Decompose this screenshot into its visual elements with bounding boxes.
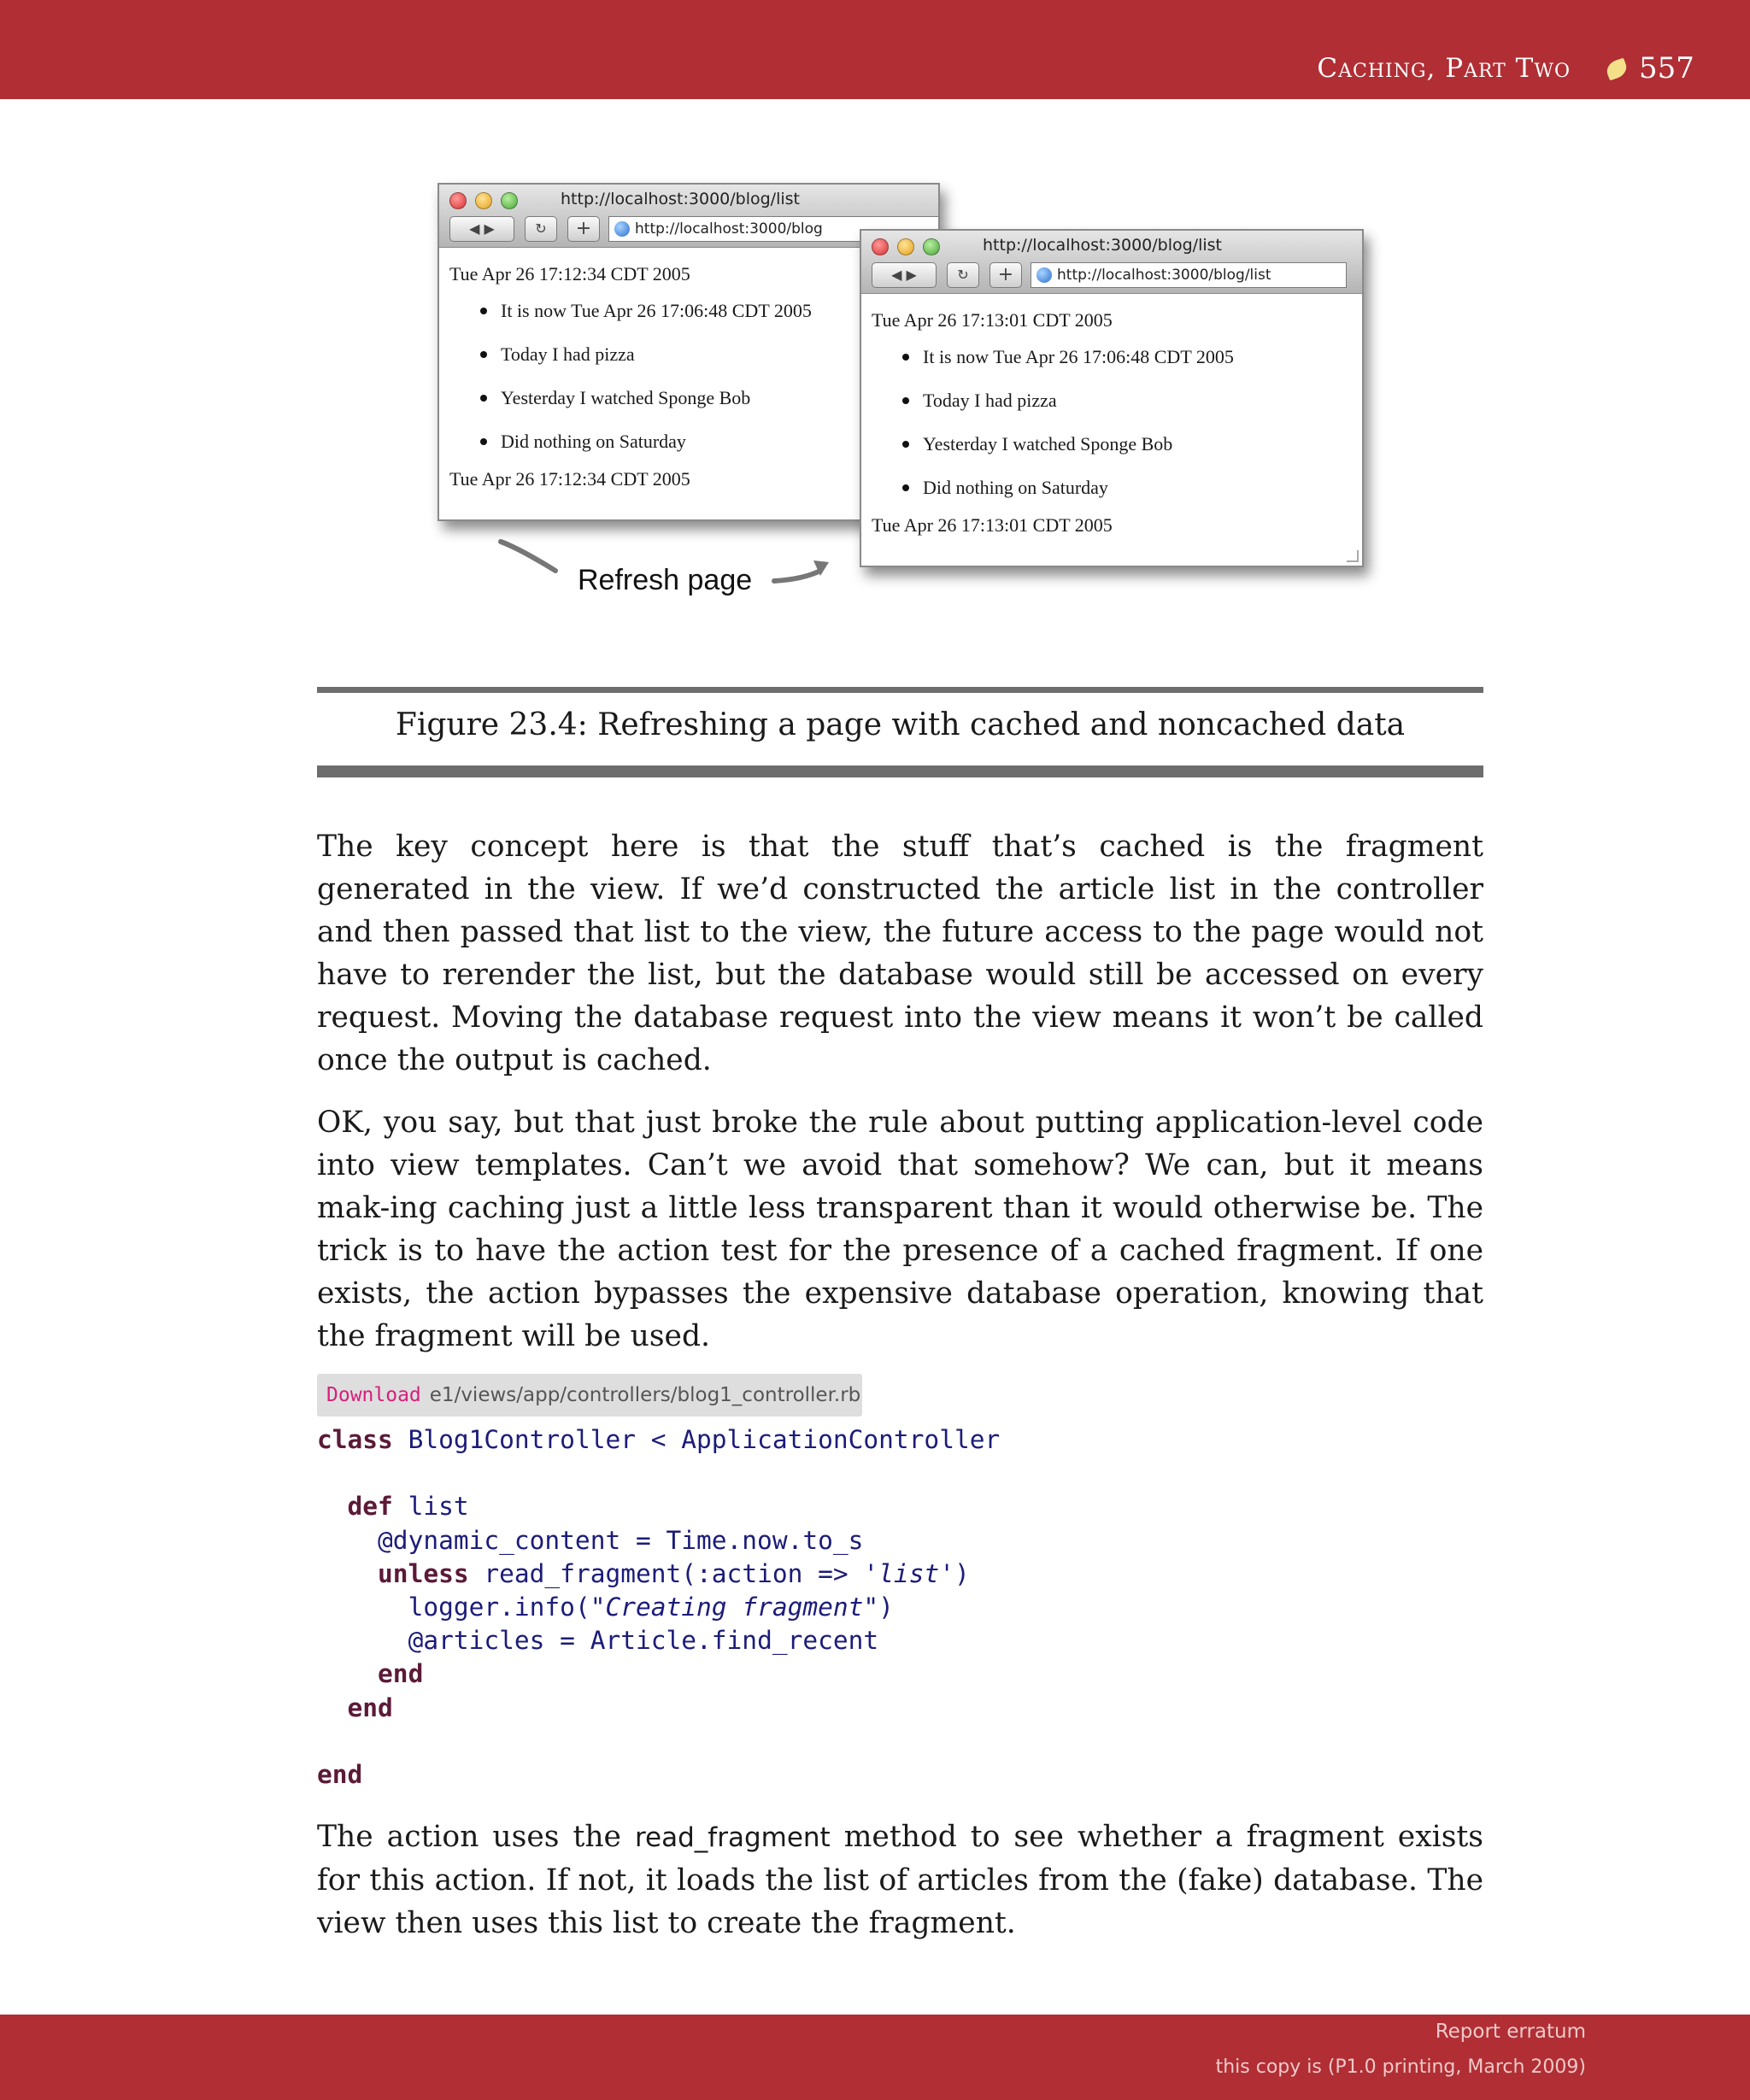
window-content: [861, 296, 1362, 540]
code-line: end: [378, 1659, 424, 1689]
refresh-label: Refresh page: [578, 564, 753, 596]
download-box[interactable]: [317, 1374, 862, 1417]
back-forward-button[interactable]: ◀ ▶: [872, 262, 937, 288]
list-item: Yesterday I watched Sponge Bob: [480, 376, 938, 419]
header-bar: [0, 0, 1750, 99]
browser-window-after: [860, 229, 1364, 567]
back-forward-button[interactable]: ◀ ▶: [449, 216, 514, 242]
download-label[interactable]: Download: [326, 1384, 421, 1406]
address-text: http://localhost:3000/blog: [635, 220, 823, 238]
paragraph-1: The key concept here is that the stuff that’s cached is the fragment generated in the view. If we’d constructed the article list in the controller and then passed that list to the view, the future access to the page would not have to rerender the list, but the database would still be accessed on every request. Moving the database request into the view means it won’t be called once the output is cached.: [317, 830, 1483, 1077]
download-path[interactable]: e1/views/app/controllers/blog1_controller.rb: [429, 1384, 861, 1406]
code-listing: [317, 1423, 1000, 1792]
close-icon[interactable]: [449, 192, 467, 209]
code-line: logger.info("Creating fragment"): [408, 1592, 894, 1622]
inline-code: read_fragment: [634, 1822, 831, 1853]
list-item: Today I had pizza: [480, 332, 938, 376]
chapter-title: Caching, Part Two: [1317, 53, 1571, 84]
resize-grip-icon[interactable]: [1347, 550, 1359, 562]
reload-icon[interactable]: ↻: [947, 262, 979, 288]
list-item: It is now Tue Apr 26 17:06:48 CDT 2005: [902, 335, 1362, 378]
figure-caption: Figure 23.4: Refreshing a page with cached and noncached data: [395, 707, 1406, 742]
window-titlebar: [861, 231, 1362, 294]
code-line: @articles = Article.find_recent: [408, 1626, 879, 1656]
page-number: 557: [1639, 51, 1694, 85]
code-line: @dynamic_content = Time.now.to_s: [378, 1525, 864, 1555]
code-line: unless read_fragment(:action => 'list'): [378, 1558, 970, 1588]
zoom-icon[interactable]: [501, 192, 518, 209]
list-item: Today I had pizza: [902, 378, 1362, 422]
date-bottom: Tue Apr 26 17:12:34 CDT 2005: [449, 468, 690, 490]
code-line: def list: [347, 1492, 469, 1522]
report-erratum-link[interactable]: Report erratum: [1435, 2021, 1586, 2043]
code-line: class Blog1Controller < ApplicationController: [317, 1425, 1001, 1454]
code-line: [317, 1725, 1000, 1758]
figure: [427, 179, 1376, 607]
list-item: It is now Tue Apr 26 17:06:48 CDT 2005: [480, 289, 938, 332]
date-bottom: Tue Apr 26 17:13:01 CDT 2005: [872, 514, 1113, 536]
copy-info: this copy is (P1.0 printing, March 2009): [1215, 2056, 1586, 2078]
list-item: Did nothing on Saturday: [480, 419, 938, 463]
paragraph-2: OK, you say, but that just broke the rule about putting application-level code into view templates. Can’t we avoid that somehow? We can, but it means mak-ing caching just a little less transparent than it would otherwise be. The trick is to have the action test for the presence of a cached fragment. If one exists, the action bypasses the expensive database operation, knowing that the fragment will be used.: [317, 1106, 1483, 1353]
window-title: http://localhost:3000/blog/list: [561, 190, 800, 208]
minimize-icon[interactable]: [897, 238, 914, 255]
list-item: Yesterday I watched Sponge Bob: [902, 422, 1362, 466]
minimize-icon[interactable]: [475, 192, 492, 209]
article-list: [872, 335, 1362, 509]
code-line: end: [347, 1692, 393, 1722]
code-line: [317, 1457, 1000, 1490]
date-top: Tue Apr 26 17:13:01 CDT 2005: [872, 309, 1113, 331]
globe-icon: [1036, 267, 1052, 283]
code-line: end: [317, 1759, 363, 1789]
add-bookmark-icon[interactable]: +: [990, 262, 1022, 288]
reload-icon[interactable]: ↻: [525, 216, 557, 242]
window-title: http://localhost:3000/blog/list: [983, 236, 1222, 255]
list-item: Did nothing on Saturday: [902, 466, 1362, 509]
caption-rule-bottom: [317, 766, 1483, 777]
address-text: http://localhost:3000/blog/list: [1057, 267, 1271, 284]
add-bookmark-icon[interactable]: +: [567, 216, 600, 242]
close-icon[interactable]: [872, 238, 889, 255]
paragraph-3: The action uses the read_fragment method to see whether a fragment exists for this action. If not, it loads the list of articles from the (fake) database. The view then uses this list to create the fragment.: [317, 1820, 1483, 1940]
globe-icon: [614, 221, 630, 237]
caption-rule-top: [317, 687, 1483, 693]
zoom-icon[interactable]: [923, 238, 940, 255]
date-top: Tue Apr 26 17:12:34 CDT 2005: [449, 263, 690, 284]
address-bar[interactable]: [1031, 262, 1347, 288]
